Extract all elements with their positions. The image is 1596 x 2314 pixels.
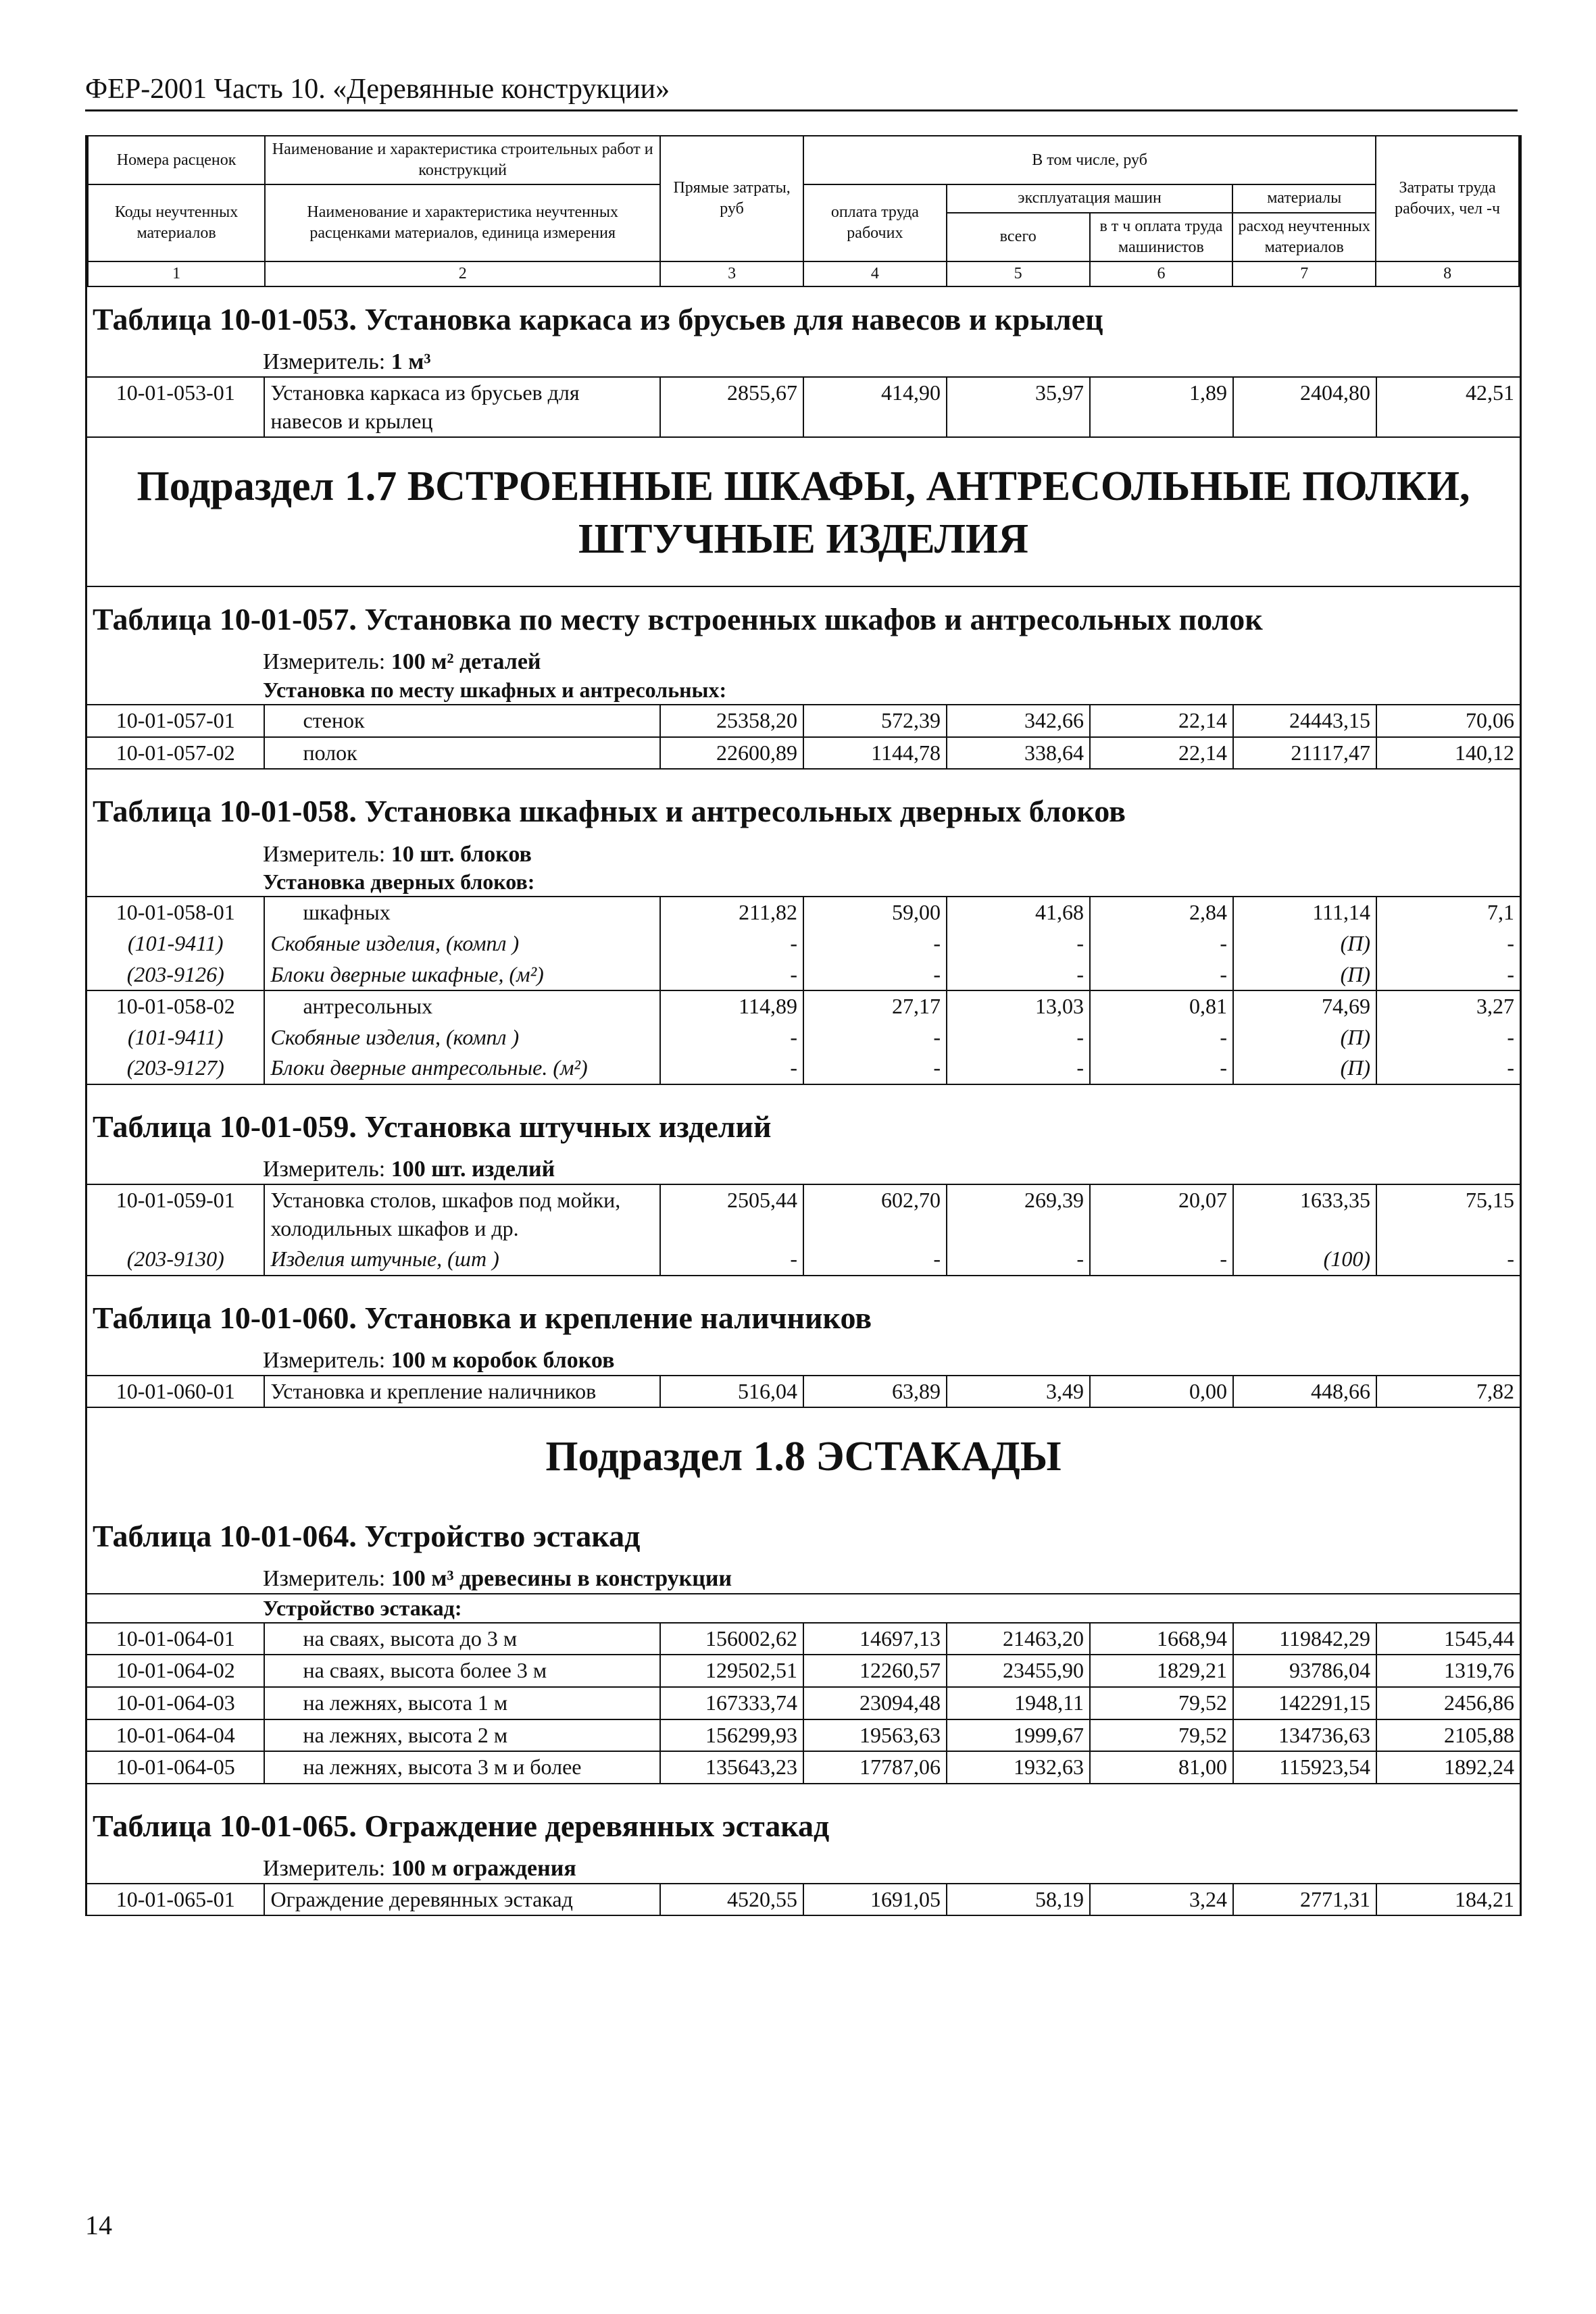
- col-number: 6: [1090, 261, 1233, 286]
- table-10-01-064: [87, 1504, 1520, 1784]
- operators-wages: -: [1090, 959, 1233, 991]
- material-name: Блоки дверные шкафные, (м²): [264, 959, 660, 991]
- wages: 27,17: [803, 990, 947, 1022]
- operators-wages: 22,14: [1090, 705, 1233, 737]
- machines-total: 1999,67: [947, 1719, 1090, 1752]
- rate-code: 10-01-064-05: [87, 1751, 264, 1784]
- machines-total: 1948,11: [947, 1687, 1090, 1719]
- material-name: Изделия штучные, (шт ): [264, 1244, 660, 1276]
- materials: (П): [1233, 928, 1376, 959]
- table-row: [87, 1687, 1520, 1719]
- meter: Измеритель: 1 м³: [87, 345, 1520, 378]
- table-10-01-057: [87, 586, 1520, 770]
- labor-hours: 2456,86: [1376, 1687, 1520, 1719]
- direct-costs: -: [660, 1022, 803, 1053]
- rate-name: Установка и крепление наличников: [264, 1376, 660, 1408]
- material-row: [87, 1022, 1520, 1053]
- direct-costs: 2855,67: [660, 378, 803, 437]
- material-code: (203-9127): [87, 1053, 264, 1084]
- meter: Измеритель: 100 шт. изделий: [87, 1152, 1520, 1185]
- operators-wages: 1,89: [1090, 378, 1233, 437]
- col-header-names: Наименование и характеристика строительных работ и конструкций: [265, 136, 660, 184]
- rates-table: [87, 705, 1520, 770]
- rate-name: на сваях, высота до 3 м: [264, 1624, 660, 1655]
- col-number: 2: [265, 261, 660, 286]
- group-heading: Установка по месту шкафных и антресольных:: [87, 676, 1520, 705]
- col-header-material-consumption: расход неучтенных материалов: [1232, 213, 1376, 261]
- machines-total: 58,19: [947, 1884, 1090, 1916]
- operators-wages: -: [1090, 1244, 1233, 1276]
- rate-name: на лежнях, высота 1 м: [264, 1687, 660, 1719]
- machines-total: 23455,90: [947, 1655, 1090, 1687]
- rate-code: 10-01-060-01: [87, 1376, 264, 1408]
- machines-total: -: [947, 1244, 1090, 1276]
- machines-total: 3,49: [947, 1376, 1090, 1408]
- wages: -: [803, 1244, 947, 1276]
- col-number: 8: [1376, 261, 1519, 286]
- col-number: 5: [947, 261, 1090, 286]
- table-row: [87, 378, 1520, 437]
- table-title: Таблица 10-01-064. Устройство эстакад: [93, 1518, 641, 1553]
- materials: (П): [1233, 1053, 1376, 1084]
- wages: 23094,48: [803, 1687, 947, 1719]
- table-title: Таблица 10-01-059. Установка штучных изделий: [93, 1109, 772, 1145]
- materials: 21117,47: [1233, 737, 1376, 770]
- rate-code: 10-01-053-01: [87, 378, 264, 437]
- machines-total: -: [947, 1022, 1090, 1053]
- rate-code: 10-01-057-01: [87, 705, 264, 737]
- table-row: [87, 737, 1520, 770]
- rate-name: на лежнях, высота 2 м: [264, 1719, 660, 1752]
- table-row: [87, 1751, 1520, 1784]
- materials: 142291,15: [1233, 1687, 1376, 1719]
- materials: 93786,04: [1233, 1655, 1376, 1687]
- table-10-01-065: [87, 1784, 1520, 1917]
- material-row: [87, 1244, 1520, 1276]
- wages: 1691,05: [803, 1884, 947, 1916]
- group-heading: Установка дверных блоков:: [87, 868, 1520, 897]
- direct-costs: 114,89: [660, 990, 803, 1022]
- col-number: 7: [1232, 261, 1376, 286]
- labor-hours: 7,1: [1376, 897, 1520, 928]
- labor-hours: 7,82: [1376, 1376, 1520, 1408]
- materials: 74,69: [1233, 990, 1376, 1022]
- wages: 572,39: [803, 705, 947, 737]
- labor-hours: -: [1376, 1022, 1520, 1053]
- page-number: 14: [85, 2210, 112, 2240]
- rate-code: 10-01-058-01: [116, 900, 235, 925]
- rate-name: на лежнях, высота 3 м и более: [264, 1751, 660, 1784]
- col-number: 3: [660, 261, 803, 286]
- operators-wages: 1829,21: [1090, 1655, 1233, 1687]
- operators-wages: 0,81: [1090, 990, 1233, 1022]
- col-header-material-names: Наименование и характеристика неучтенных расценками материалов, единица измерения: [265, 184, 660, 261]
- operators-wages: 79,52: [1090, 1687, 1233, 1719]
- direct-costs: -: [660, 928, 803, 959]
- rates-table: [87, 1624, 1520, 1784]
- rates-table: [87, 1185, 1520, 1276]
- meter: Измеритель: 100 м коробок блоков: [87, 1343, 1520, 1376]
- operators-wages: -: [1090, 1053, 1233, 1084]
- operators-wages: -: [1090, 928, 1233, 959]
- labor-hours: 140,12: [1376, 737, 1520, 770]
- table-row: [87, 1719, 1520, 1752]
- materials: 24443,15: [1233, 705, 1376, 737]
- machines-total: -: [947, 959, 1090, 991]
- machines-total: 269,39: [947, 1185, 1090, 1244]
- machines-total: 41,68: [947, 897, 1090, 928]
- table-row: [87, 705, 1520, 737]
- rate-name: антресольных: [264, 990, 660, 1022]
- rate-name: Установка каркаса из брусьев для навесов и крылец: [264, 378, 660, 437]
- direct-costs: 129502,51: [660, 1655, 803, 1687]
- material-code: (203-9126): [87, 959, 264, 991]
- rate-name: полок: [264, 737, 660, 770]
- wages: 63,89: [803, 1376, 947, 1408]
- operators-wages: -: [1090, 1022, 1233, 1053]
- wages: 12260,57: [803, 1655, 947, 1687]
- wages: 17787,06: [803, 1751, 947, 1784]
- material-name: Блоки дверные антресольные. (м²): [264, 1053, 660, 1084]
- materials: (П): [1233, 1022, 1376, 1053]
- labor-hours: -: [1376, 928, 1520, 959]
- group-heading: Устройство эстакад:: [87, 1593, 1520, 1624]
- col-header-labor: Затраты труда рабочих, чел -ч: [1376, 136, 1519, 261]
- labor-hours: -: [1376, 1244, 1520, 1276]
- materials: 2404,80: [1233, 378, 1376, 437]
- labor-hours: 75,15: [1376, 1185, 1520, 1244]
- material-code: (203-9130): [87, 1244, 264, 1276]
- meter: Измеритель: 10 шт. блоков: [263, 841, 532, 867]
- machines-total: 338,64: [947, 737, 1090, 770]
- col-header-material-codes: Коды неучтенных материалов: [88, 184, 265, 261]
- labor-hours: 70,06: [1376, 705, 1520, 737]
- material-name: Скобяные изделия, (компл ): [264, 928, 660, 959]
- labor-hours: 1319,76: [1376, 1655, 1520, 1687]
- materials: 448,66: [1233, 1376, 1376, 1408]
- wages: 1144,78: [803, 737, 947, 770]
- col-header-operators-wages: в т ч оплата труда машинистов: [1090, 213, 1233, 261]
- rate-code: 10-01-057-02: [87, 737, 264, 770]
- operators-wages: 0,00: [1090, 1376, 1233, 1408]
- column-header-table: [87, 135, 1520, 287]
- rate-code: 10-01-065-01: [87, 1884, 264, 1916]
- materials: 119842,29: [1233, 1624, 1376, 1655]
- machines-total: -: [947, 1053, 1090, 1084]
- labor-hours: -: [1376, 1053, 1520, 1084]
- table-title: Таблица 10-01-058. Установка шкафных и антресольных дверных блоков: [93, 794, 1126, 829]
- rate-name: стенок: [264, 705, 660, 737]
- rates-document: [85, 135, 1522, 1916]
- operators-wages: 1668,94: [1090, 1624, 1233, 1655]
- materials: (100): [1233, 1244, 1376, 1276]
- direct-costs: -: [660, 959, 803, 991]
- direct-costs: 156002,62: [660, 1624, 803, 1655]
- subsection-title: Подраздел 1.7 ВСТРОЕННЫЕ ШКАФЫ, АНТРЕСОЛЬНЫЕ ПОЛКИ, ШТУЧНЫЕ ИЗДЕЛИЯ: [136, 463, 1470, 562]
- table-title: Таблица 10-01-053. Установка каркаса из брусьев для навесов и крылец: [93, 302, 1103, 337]
- machines-total: 35,97: [947, 378, 1090, 437]
- subsection-title: Подраздел 1.8 ЭСТАКАДЫ: [545, 1434, 1062, 1480]
- labor-hours: 184,21: [1376, 1884, 1520, 1916]
- table-title: Таблица 10-01-060. Установка и крепление наличников: [93, 1300, 872, 1335]
- operators-wages: 20,07: [1090, 1185, 1233, 1244]
- material-row: [87, 1053, 1520, 1084]
- operators-wages: 2,84: [1090, 897, 1233, 928]
- rate-name: Ограждение деревянных эстакад: [264, 1884, 660, 1916]
- material-code: (101-9411): [127, 1024, 224, 1049]
- meter: Измеритель: 100 м ограждения: [87, 1851, 1520, 1884]
- wages: -: [803, 928, 947, 959]
- col-header-codes: Номера расценок: [88, 136, 265, 184]
- operators-wages: 22,14: [1090, 737, 1233, 770]
- direct-costs: -: [660, 1244, 803, 1276]
- wages: -: [803, 959, 947, 991]
- operators-wages: 3,24: [1090, 1884, 1233, 1916]
- materials: 115923,54: [1233, 1751, 1376, 1784]
- materials: 2771,31: [1233, 1884, 1376, 1916]
- table-row: [87, 1624, 1520, 1655]
- machines-total: 342,66: [947, 705, 1090, 737]
- col-header-machines: эксплуатация машин: [947, 184, 1233, 212]
- rate-code: 10-01-058-02: [116, 994, 235, 1019]
- wages: -: [803, 1022, 947, 1053]
- table-10-01-060: [87, 1276, 1520, 1409]
- wages: 602,70: [803, 1185, 947, 1244]
- direct-costs: 4520,55: [660, 1884, 803, 1916]
- rates-table: [87, 1884, 1520, 1917]
- page-header: ФЕР-2001 Часть 10. «Деревянные конструкции»: [85, 73, 1518, 111]
- rate-code: 10-01-059-01: [116, 1188, 235, 1212]
- direct-costs: 516,04: [660, 1376, 803, 1408]
- rate-code: 10-01-064-02: [87, 1655, 264, 1687]
- table-row: [87, 990, 1520, 1022]
- col-header-wages: оплата труда рабочих: [803, 184, 947, 261]
- wages: 19563,63: [803, 1719, 947, 1752]
- material-row: [87, 928, 1520, 959]
- table-row: [87, 1185, 1520, 1244]
- rate-code: 10-01-064-03: [87, 1687, 264, 1719]
- wages: 59,00: [803, 897, 947, 928]
- machines-total: 13,03: [947, 990, 1090, 1022]
- wages: -: [803, 1053, 947, 1084]
- table-10-01-059: [87, 1085, 1520, 1276]
- table-row: [87, 1376, 1520, 1408]
- col-number: 1: [88, 261, 265, 286]
- direct-costs: 167333,74: [660, 1687, 803, 1719]
- rate-name: на сваях, высота более 3 м: [264, 1655, 660, 1687]
- operators-wages: 79,52: [1090, 1719, 1233, 1752]
- direct-costs: 156299,93: [660, 1719, 803, 1752]
- table-row: [87, 1884, 1520, 1916]
- labor-hours: 2105,88: [1376, 1719, 1520, 1752]
- material-name: Скобяные изделия, (компл ): [264, 1022, 660, 1053]
- table-10-01-058: [87, 770, 1520, 1085]
- table-row: [87, 1655, 1520, 1687]
- machines-total: 21463,20: [947, 1624, 1090, 1655]
- col-header-including: В том числе, руб: [803, 136, 1376, 184]
- table-10-01-053: [87, 287, 1520, 438]
- direct-costs: 2505,44: [660, 1185, 803, 1244]
- labor-hours: 42,51: [1376, 378, 1520, 437]
- labor-hours: 1892,24: [1376, 1751, 1520, 1784]
- direct-costs: 22600,89: [660, 737, 803, 770]
- meter: Измеритель: 100 м² деталей: [263, 649, 541, 675]
- wages: 414,90: [803, 378, 947, 437]
- table-title: Таблица 10-01-057. Установка по месту встроенных шкафов и антресольных полок: [93, 602, 1263, 637]
- rates-table: [87, 1376, 1520, 1409]
- machines-total: -: [947, 928, 1090, 959]
- col-header-materials: материалы: [1232, 184, 1376, 212]
- materials: 111,14: [1233, 897, 1376, 928]
- materials: (П): [1233, 959, 1376, 991]
- direct-costs: 135643,23: [660, 1751, 803, 1784]
- rate-name: шкафных: [264, 897, 660, 928]
- direct-costs: 25358,20: [660, 705, 803, 737]
- rate-code: 10-01-064-04: [87, 1719, 264, 1752]
- materials: 134736,63: [1233, 1719, 1376, 1752]
- machines-total: 1932,63: [947, 1751, 1090, 1784]
- rate-name: Установка столов, шкафов под мойки, холодильных шкафов и др.: [264, 1185, 660, 1244]
- direct-costs: -: [660, 1053, 803, 1084]
- rates-table: [87, 378, 1520, 438]
- table-row: [87, 897, 1520, 928]
- rates-table: [87, 897, 1520, 1085]
- material-code: (101-9411): [127, 931, 224, 956]
- col-header-direct-costs: Прямые затраты, руб: [660, 136, 803, 261]
- col-number: 4: [803, 261, 947, 286]
- table-title: Таблица 10-01-065. Ограждение деревянных эстакад: [93, 1808, 830, 1843]
- col-header-machines-total: всего: [947, 213, 1090, 261]
- labor-hours: 3,27: [1376, 990, 1520, 1022]
- direct-costs: 211,82: [660, 897, 803, 928]
- operators-wages: 81,00: [1090, 1751, 1233, 1784]
- labor-hours: -: [1376, 959, 1520, 991]
- rate-code: 10-01-064-01: [87, 1624, 264, 1655]
- wages: 14697,13: [803, 1624, 947, 1655]
- meter: Измеритель: 100 м³ древесины в конструкции: [263, 1566, 732, 1592]
- labor-hours: 1545,44: [1376, 1624, 1520, 1655]
- material-row: [87, 959, 1520, 991]
- materials: 1633,35: [1233, 1185, 1376, 1244]
